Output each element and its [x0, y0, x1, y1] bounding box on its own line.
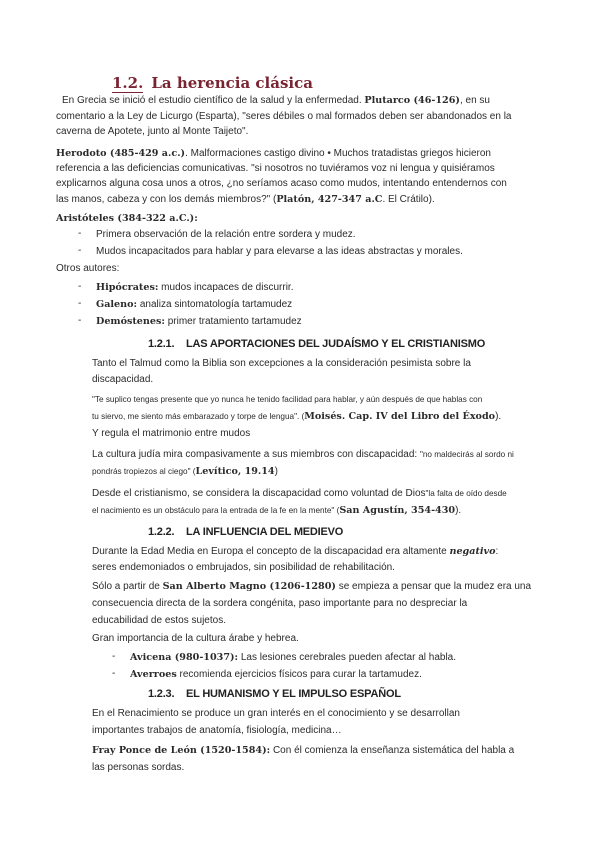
- bullet-dash: -: [78, 245, 82, 256]
- s121-p1-line-2: discapacidad.: [92, 374, 154, 385]
- otros-label: Otros autores:: [56, 263, 120, 274]
- bullet-dash: -: [112, 668, 116, 679]
- s123-p1-line-1: En el Renacimiento se produce un gran interés en el conocimiento y se desarrollan: [92, 708, 460, 719]
- herodoto-line-1: Herodoto (485-429 a.c.). Malformaciones castigo divino • Muchos tratadistas griegos hicieron: [56, 148, 491, 159]
- s122-p2-line-1: Sólo a partir de San Alberto Magno (1206-1280) se empieza a pensar que la mudez era una: [92, 581, 532, 592]
- intro-line-3: caverna de Apotete, junto al Monte Taijeto".: [56, 126, 249, 137]
- bullet-dash: -: [78, 281, 82, 292]
- s122-p3: Gran importancia de la cultura árabe y hebrea.: [92, 633, 299, 644]
- aristoteles-item-2: Mudos incapacitados para hablar y para elevarse a las ideas abstractas y morales.: [96, 246, 463, 257]
- subsection-heading-122: 1.2.2. LA INFLUENCIA DEL MEDIEVO: [148, 526, 344, 538]
- s121-quote-line-1: "Te suplico tengas presente que yo nunca he tenido facilidad para hablar, y aún después de que hablas con: [92, 395, 483, 404]
- s121-quote-line-3: Y regula el matrimonio entre mudos: [92, 428, 251, 439]
- s122-p2-line-2: consecuencia directa de la sordera congénita, paso importante para no despreciar la: [92, 598, 468, 609]
- bullet-dash: -: [112, 651, 116, 662]
- herodoto-line-4: las manos, cabeza y con los demás miembros?" (Platón, 427-347 a.C. El Crátilo).: [56, 194, 435, 205]
- s122-item-2: Averroes recomienda ejercicios físicos para curar la tartamudez.: [130, 669, 422, 680]
- otros-item-2: Galeno: analiza sintomatología tartamudez: [96, 299, 293, 310]
- s121-quote-line-2: tu siervo, me siento más embarazado y torpe de lengua". (Moisés. Cap. IV del Libro del Éxodo).: [92, 411, 502, 422]
- bullet-dash: -: [78, 228, 82, 239]
- otros-item-1: Hipócrates: mudos incapaces de discurrir.: [96, 282, 294, 293]
- s123-p1-line-2: importantes trabajos de anatomía, fisiología, medicina…: [92, 725, 342, 736]
- otros-item-3: Demóstenes: primer tratamiento tartamudez: [96, 316, 302, 327]
- s121-p2-line-2: pondrás tropiezos al ciego" (Levítico, 19.14): [92, 466, 278, 477]
- s121-p2-line-1: La cultura judía mira compasivamente a sus miembros con discapacidad: "no maldecirás al sordo ni: [92, 449, 514, 460]
- bullet-dash: -: [78, 298, 82, 309]
- subsection-heading-121: 1.2.1. LAS APORTACIONES DEL JUDAÍSMO Y EL CRISTIANISMO: [148, 338, 486, 350]
- herodoto-line-2: referencia a las deficiencias comunicativas. "si nosotros no tuviéramos voz ni lengua y quisiéramos: [56, 163, 495, 174]
- aristoteles-item-1: Primera observación de la relación entre sordera y mudez.: [96, 229, 356, 240]
- s122-p2-line-3: educabilidad de estos sujetos.: [92, 615, 226, 626]
- s121-p3-line-1: Desde el cristianismo, se considera la discapacidad como voluntad de Dios"la falta de oído desde: [92, 488, 507, 499]
- intro-line-2: comentario a la Ley de Licurgo (Esparta), "seres débiles o mal formados deben ser abandonados en la: [56, 111, 512, 122]
- s121-p3-line-2: el nacimiento es un obstáculo para la entrada de la fe en la mente" (San Agustín, 354-430).: [92, 505, 462, 516]
- herodoto-line-3: explicarnos alguna cosa unos a otros, ¿no seríamos acaso como mudos, intentando entendernos con: [56, 178, 507, 189]
- s122-item-1: Avicena (980-1037): Las lesiones cerebrales pueden afectar al habla.: [130, 652, 457, 663]
- s122-p1-line-1: Durante la Edad Media en Europa el concepto de la discapacidad era altamente negativo:: [92, 546, 499, 557]
- section-number: 1.2.: [112, 74, 144, 92]
- s122-p1-line-2: seres endemoniados o embrujados, sin posibilidad de rehabilitación.: [92, 562, 395, 573]
- subsection-heading-123: 1.2.3. EL HUMANISMO Y EL IMPULSO ESPAÑOL: [148, 688, 401, 700]
- section-title: La herencia clásica: [151, 74, 313, 92]
- s123-p2-line-2: las personas sordas.: [92, 762, 185, 773]
- section-heading: [112, 74, 313, 92]
- s121-p1-line-1: Tanto el Talmud como la Biblia son excepciones a la consideración pesimista sobre la: [92, 358, 471, 369]
- s123-p2-line-1: Fray Ponce de León (1520-1584): Con él comienza la enseñanza sistemática del habla a: [92, 745, 515, 756]
- bullet-dash: -: [78, 315, 82, 326]
- aristoteles-heading: Aristóteles (384-322 a.C.):: [56, 213, 198, 224]
- intro-line-1: En Grecia se inició el estudio científico de la salud y la enfermedad. Plutarco (46-126), en su: [62, 95, 490, 106]
